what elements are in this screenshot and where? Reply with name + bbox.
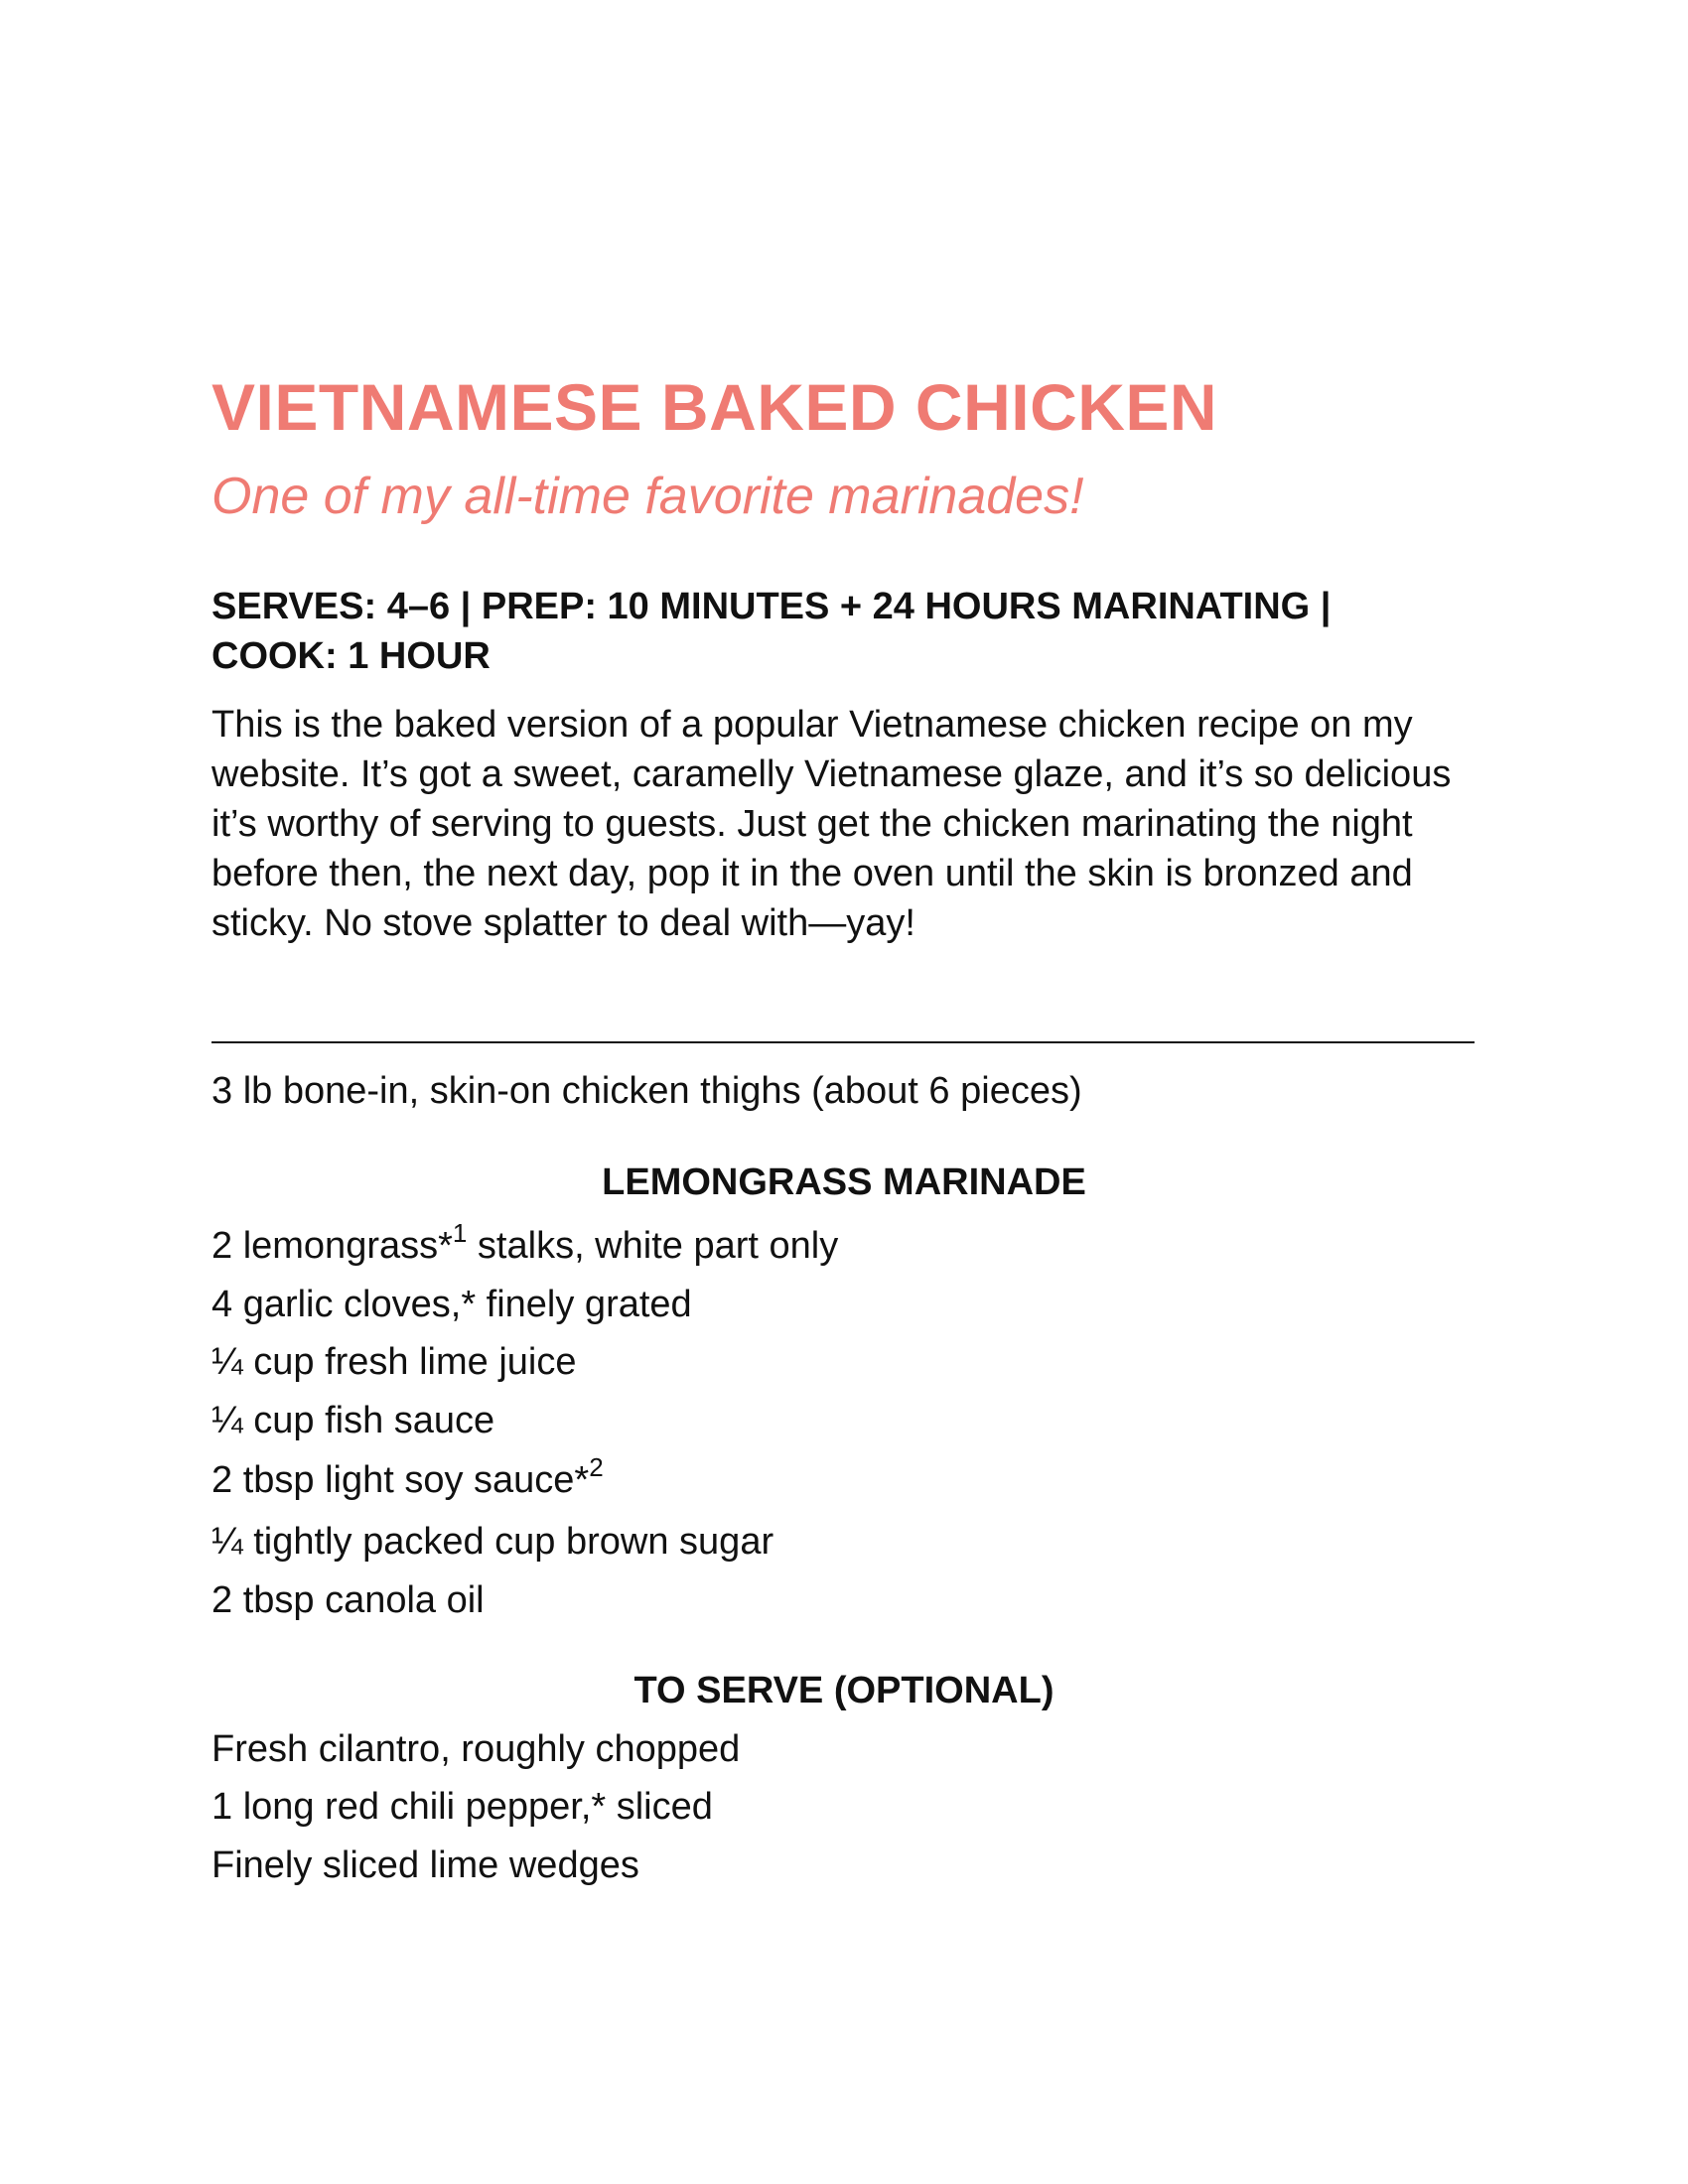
recipe-meta-line: COOK: 1 HOUR <box>211 635 491 677</box>
ingredient-text: 2 tbsp light soy sauce* <box>211 1459 590 1501</box>
ingredient-item: Finely sliced lime wedges <box>211 1844 639 1886</box>
recipe-meta <box>211 582 1477 681</box>
ingredient-text: stalks, white part only <box>467 1225 839 1267</box>
ingredient-item: 2 tbsp canola oil <box>211 1579 485 1621</box>
recipe-subtitle: One of my all-time favorite marinades! <box>211 468 1084 525</box>
ingredient-item: ¼ tightly packed cup brown sugar <box>211 1521 774 1563</box>
ingredient-item: ¼ cup fresh lime juice <box>211 1341 577 1383</box>
ingredient-text: 2 lemongrass* <box>211 1225 453 1267</box>
recipe-meta-line: SERVES: 4–6 | PREP: 10 MINUTES + 24 HOURS MARINATING | <box>211 586 1332 627</box>
footnote-marker: 1 <box>452 1218 468 1248</box>
recipe-title: VIETNAMESE BAKED CHICKEN <box>211 370 1218 444</box>
to-serve-heading: TO SERVE (OPTIONAL) <box>633 1670 1055 1711</box>
ingredient-item: 1 long red chili pepper,* sliced <box>211 1786 713 1828</box>
ingredient-item: ¼ cup fish sauce <box>211 1400 495 1441</box>
ingredient-item: 4 garlic cloves,* finely grated <box>211 1284 692 1325</box>
section-divider <box>211 1041 1475 1043</box>
ingredient-main: 3 lb bone-in, skin-on chicken thighs (about 6 pieces) <box>211 1070 1082 1112</box>
ingredient-item <box>211 1218 839 1269</box>
ingredient-item: Fresh cilantro, roughly chopped <box>211 1728 741 1770</box>
ingredient-item <box>211 1452 604 1503</box>
recipe-intro: This is the baked version of a popular Vietnamese chicken recipe on my website. It’s got a sweet, caramelly Vietnamese glaze, and it’s so delicious it’s worthy of serving to guests. Just get the chicken marinating the night before then, the next day, pop it in the oven until the skin is bronzed and sticky. No stove splatter to deal with—yay! <box>211 704 1452 944</box>
marinade-heading: LEMONGRASS MARINADE <box>602 1161 1086 1203</box>
footnote-marker: 2 <box>589 1452 604 1482</box>
recipe-page <box>211 0 1477 2184</box>
